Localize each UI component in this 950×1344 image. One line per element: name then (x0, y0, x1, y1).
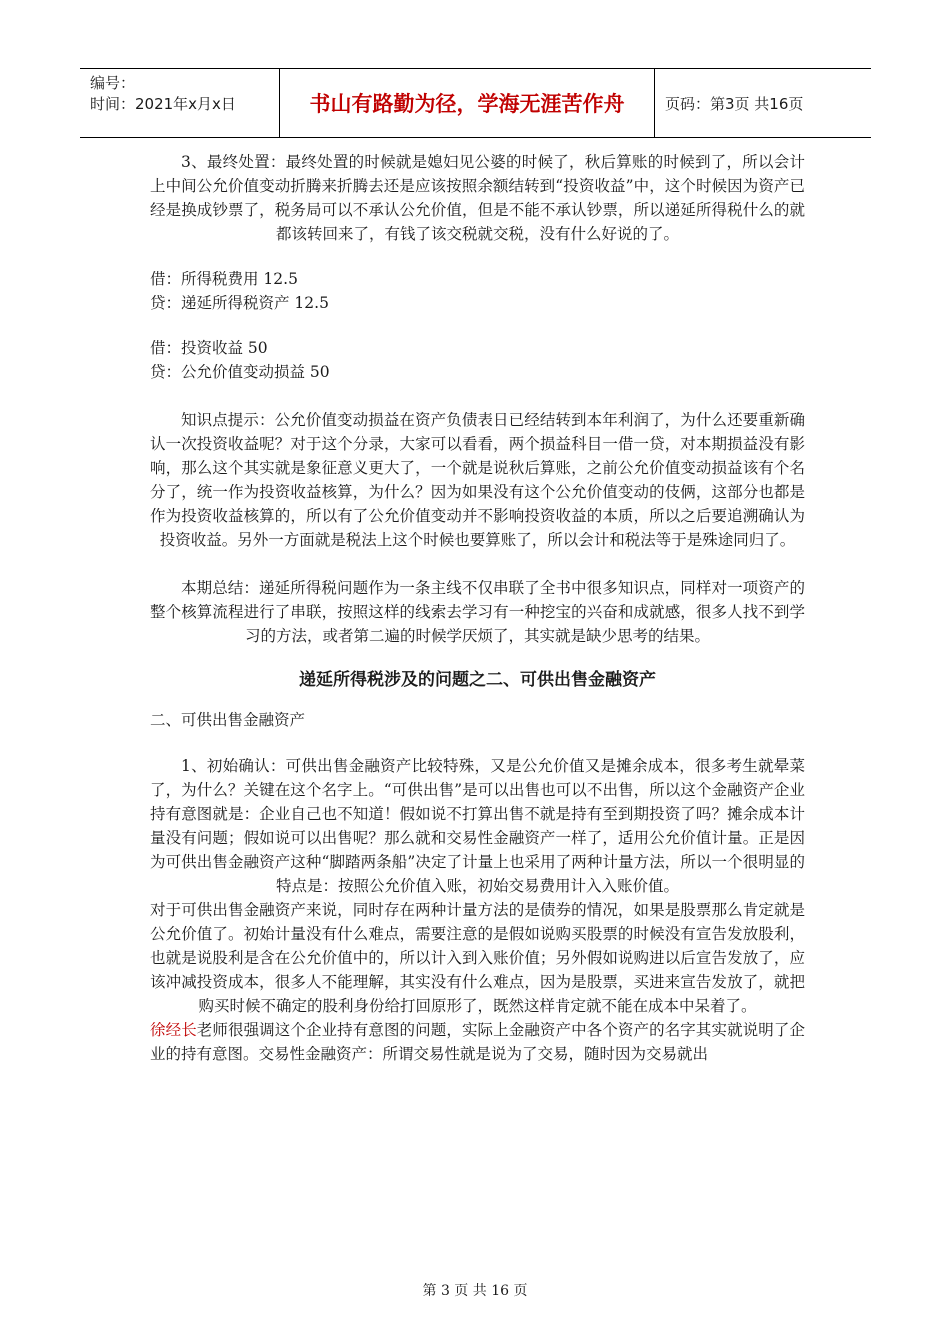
header-page-info: 页码：第3页 共16页 (665, 94, 804, 113)
page-footer: 第 3 页 共 16 页 (422, 1283, 528, 1299)
section-title: 递延所得税涉及的问题之二、可供出售金融资产 (299, 670, 656, 690)
journal-entry-1-credit: 贷：递延所得税资产 12.5 (150, 294, 329, 312)
journal-entry-2-credit: 贷：公允价值变动损益 50 (150, 363, 330, 381)
paragraph-final-disposal: 3、最终处置：最终处置的时候就是媳妇见公婆的时候了，秋后算账的时候到了，所以会计上中间公允价值变动折腾来折腾去还是应该按照余额结转到“投资收益”中，这个时候因为资产已经是换成钞票了，税务局可以不承认公允价值，但是不能不承认钞票，所以递延所得税什么的就都该转回来了，有钱了该交税就交税，没有什么好说的了。 (150, 153, 805, 243)
paragraph-initial-recognition: 1、初始确认：可供出售金融资产比较特殊，又是公允价值又是摊余成本，很多考生就晕菜了，为什么？关键在这个名字上。“可供出售”是可以出售也可以不出售，所以这个金融资产企业持有意图就是：企业自己也不知道！假如说不打算出售不就是持有至到期投资了吗？摊余成本计量没有问题；假如说可以出售呢？那么就和交易性金融资产一样了，适用公允价值计量。正是因为可供出售金融资产这种“脚踏两条船”决定了计量上也采用了两种计量方法，所以一个很明显的特点是：按照公允价值入账，初始交易费用计入入账价值。 (150, 757, 805, 895)
header-motto: 书山有路勤为径，学海无涯苦作舟 (280, 69, 655, 137)
document-date: 时间：2021年x月x日 (90, 95, 236, 113)
paragraph-knowledge-tip: 知识点提示：公允价值变动损益在资产负债表日已经结转到本年利润了，为什么还要重新确认一次投资收益呢？对于这个分录，大家可以看看，两个损益科目一借一贷，对本期损益没有影响，那么这个其实就是象征意义更大了，一个就是说秋后算账，之前公允价值变动损益该有个名分了，统一作为投资收益核算，为什么？因为如果没有这个公允价值变动的伎俩，这部分也都是作为投资收益核算的，所以有了公允价值变动并不影响投资收益的本质，所以之后要追溯确认为投资收益。另外一方面就是税法上这个时候也要算账了，所以会计和税法等于是殊途同归了。 (150, 411, 805, 549)
paragraph-period-summary: 本期总结：递延所得税问题作为一条主线不仅串联了全书中很多知识点，同样对一项资产的整个核算流程进行了串联，按照这样的线索去学习有一种挖宝的兴奋和成就感，很多人找不到学习的方法，或者第二遍的时候学厌烦了，其实就是缺少思考的结果。 (150, 579, 805, 645)
paragraph-teacher-note (150, 1018, 805, 1066)
sub-section-title: 二、可供出售金融资产 (150, 711, 306, 729)
journal-entry-2-debit: 借：投资收益 50 (150, 339, 268, 357)
page-header (80, 68, 871, 138)
journal-entry-1-debit: 借：所得税费用 12.5 (150, 270, 298, 288)
document-body (150, 150, 805, 1066)
teacher-note-text: 老师很强调这个企业持有意图的问题，实际上金融资产中各个资产的名字其实就说明了企业的持有意图。交易性金融资产：所谓交易性就是说为了交易，随时因为交易就出 (150, 1021, 805, 1063)
document-number-label: 编号： (90, 74, 136, 92)
paragraph-stock-case: 对于可供出售金融资产来说，同时存在两种计量方法的是债券的情况，如果是股票那么肯定就是公允价值了。初始计量没有什么难点，需要注意的是假如说购买股票的时候没有宣告发放股利，也就是说股利是含在公允价值中的，所以计入到入账价值；另外假如说购进以后宣告发放了，应该冲减投资成本，很多人不能理解，其实没有什么难点，因为是股票，买进来宣告发放了，就把购买时候不确定的股利身份给打回原形了，既然这样肯定就不能在成本中呆着了。 (150, 901, 805, 1015)
teacher-name: 徐经长 (150, 1021, 197, 1039)
header-left-cell (80, 69, 280, 137)
